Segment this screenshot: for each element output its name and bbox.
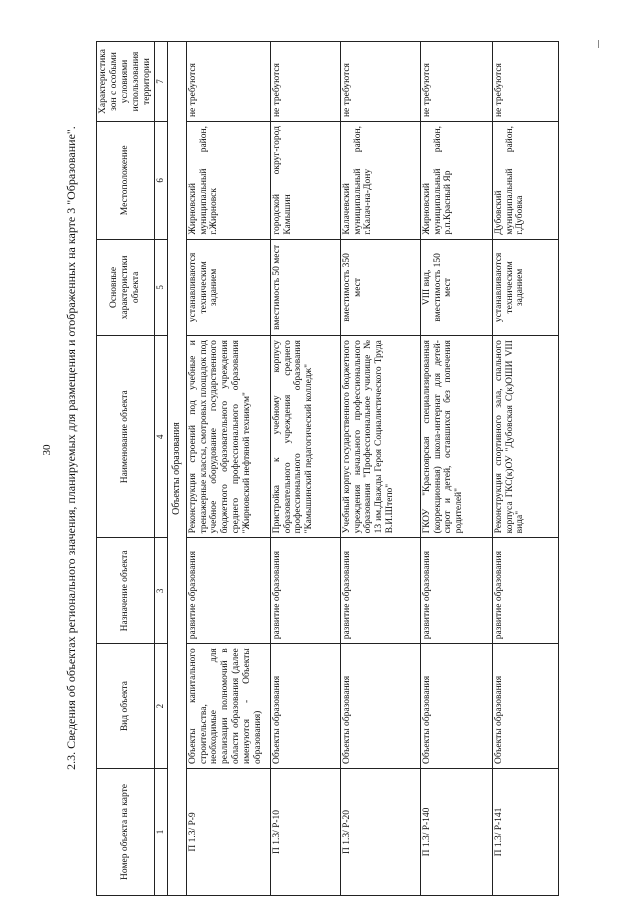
column-number: 1 (154, 768, 167, 895)
row-id: П 1.3/ Р-141 (492, 768, 558, 895)
row-specs: VIII вид, вместимость 150 мест (420, 239, 492, 335)
header-cell-purpose: Назначение объекта (97, 538, 155, 644)
row-location: Жирновский муниципальный район, р.п.Красный Яр (420, 122, 492, 240)
row-kind: Объекты капитального строительства, необходимые для реализации полномочий в области образования (далее именуются - Объекты образования) (186, 644, 270, 769)
scan-mark (598, 40, 599, 48)
column-number: 3 (154, 538, 167, 644)
column-number: 7 (154, 42, 167, 122)
row-specs: вместимость 350 мест (340, 239, 420, 335)
row-zones: не требуются (492, 42, 558, 122)
table-row (270, 42, 340, 896)
table-row (340, 42, 420, 896)
header-cell-number: Номер объекта на карте (97, 768, 155, 895)
row-kind: Объекты образования (492, 644, 558, 769)
group-row (167, 42, 186, 896)
row-id: П 1.3/ Р-10 (270, 768, 340, 895)
row-location: Калачевский муниципальный район, г.Калач-на-Дону (340, 122, 420, 240)
row-id: П 1.3/ Р-140 (420, 768, 492, 895)
header-cell-name: Наименование объекта (97, 336, 155, 538)
objects-table (96, 41, 559, 896)
row-name: Учебный корпус государственного бюджетного учреждения начального профессионального образования "Профессиональное училище № 13 им.Дважды Героя Социалистического Труда В.И.Штепо" (340, 336, 420, 538)
row-zones: не требуются (186, 42, 270, 122)
section-title: 2.3. Сведения об объектах регионального значения, планируемых для размещения и отображенных на карте 3 "Образование". (64, 126, 78, 770)
row-purpose: развитие образования (420, 538, 492, 644)
header-cell-location: Местоположение (97, 122, 155, 240)
row-kind: Объекты образования (270, 644, 340, 769)
row-name: ГКОУ "Красноярская специализированная (коррекционная) школа-интернат для детей-сирот и детей, оставшихся без попечения родителей" (420, 336, 492, 538)
objects-table-container (96, 41, 558, 896)
row-zones: не требуются (270, 42, 340, 122)
column-number: 2 (154, 644, 167, 769)
row-location: Жирновский муниципальный район, г.Жирновск (186, 122, 270, 240)
group-heading: Объекты образования (167, 42, 186, 896)
row-location: Дубовский муниципальный район, г.Дубовка (492, 122, 558, 240)
row-name: Пристройка к учебному корпусу образовательного учреждения среднего профессионального образования "Камышинский педагогический колледж" (270, 336, 340, 538)
header-cell-kind: Вид объекта (97, 644, 155, 769)
column-number: 4 (154, 336, 167, 538)
row-zones: не требуются (420, 42, 492, 122)
row-id: П 1.3/ Р-20 (340, 768, 420, 895)
page-number: 30 (41, 444, 53, 456)
table-row (186, 42, 270, 896)
table-header-row (97, 42, 155, 896)
header-cell-zones: Характеристика зон с особыми условиями использования территории (97, 42, 155, 122)
row-specs: устанавливаются техническим заданием (492, 239, 558, 335)
row-purpose: развитие образования (492, 538, 558, 644)
row-purpose: развитие образования (340, 538, 420, 644)
column-number: 6 (154, 122, 167, 240)
table-row (420, 42, 492, 896)
header-cell-specs: Основные характеристики объекта (97, 239, 155, 335)
row-purpose: развитие образования (270, 538, 340, 644)
row-kind: Объекты образования (420, 644, 492, 769)
row-zones: не требуются (340, 42, 420, 122)
row-specs: устанавливаются техническим заданием (186, 239, 270, 335)
row-kind: Объекты образования (340, 644, 420, 769)
row-name: Реконструкция строений под учебные и тренажерные классы, смотровых площадок под учебное оборудование государственного бюджетного образовательного учреждения среднего профессионального образования "Жирновский нефтяной техникум" (186, 336, 270, 538)
row-purpose: развитие образования (186, 538, 270, 644)
row-location: городской округ-город Камышин (270, 122, 340, 240)
column-number-row (154, 42, 167, 896)
table-row (492, 42, 558, 896)
row-id: П 1.3/ Р-9 (186, 768, 270, 895)
column-number: 5 (154, 239, 167, 335)
row-name: Реконструкция спортивного зала, спального корпуса ГКС(к)ОУ "Дубовская С(к)ОШИ VIII вида" (492, 336, 558, 538)
row-specs: вместимость 50 мест (270, 239, 340, 335)
